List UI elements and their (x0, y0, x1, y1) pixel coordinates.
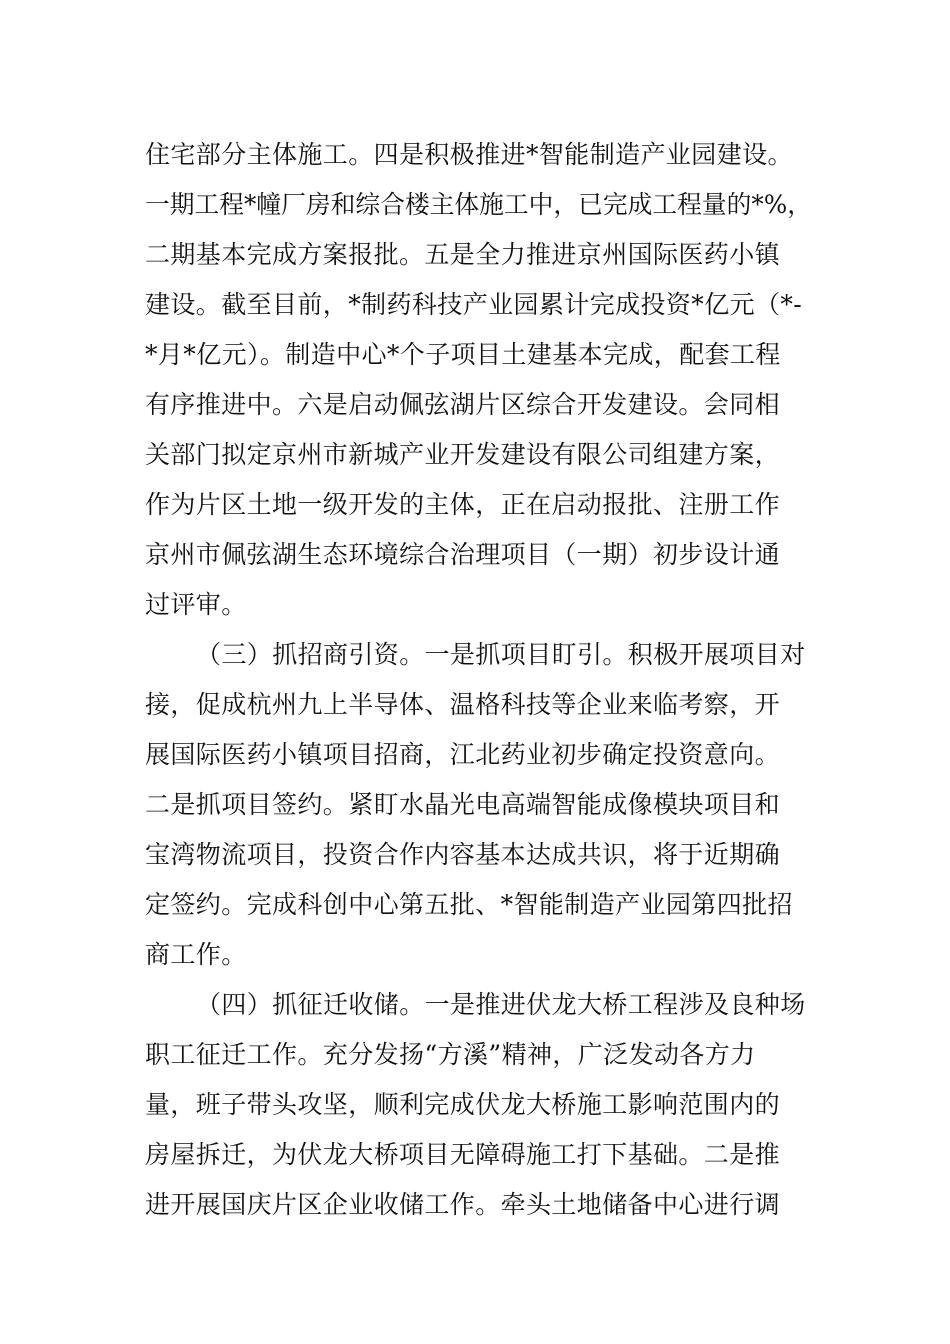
text-line: 职工征迁工作。充分发扬“方溪”精神，广泛发动各方力 (145, 1040, 756, 1069)
text-line: 宝湾物流项目，投资合作内容基本达成共识，将于近期确 (145, 840, 781, 869)
text-line: 进开展国庆片区企业收储工作。牵头土地储备中心进行调 (145, 1190, 781, 1219)
section-heading-line: （三）抓招商引资。一是抓项目盯引。积极开展项目对 (196, 640, 806, 669)
text-line: 定签约。完成科创中心第五批、*智能制造产业园第四批招 (145, 890, 793, 919)
text-line: *月*亿元）。制造中心*个子项目土建基本完成，配套工程 (145, 340, 781, 369)
section-heading-line: （四）抓征迁收储。一是推进伏龙大桥工程涉及良种场 (196, 990, 806, 1019)
text-line: 房屋拆迁，为伏龙大桥项目无障碍施工打下基础。二是推 (145, 1140, 781, 1169)
text-line: 接，促成杭州九上半导体、温格科技等企业来临考察，开 (145, 690, 781, 719)
text-line: 展国际医药小镇项目招商，江北药业初步确定投资意向。 (145, 740, 781, 769)
text-line: 二期基本完成方案报批。五是全力推进京州国际医药小镇 (145, 240, 781, 269)
text-line: 京州市佩弦湖生态环境综合治理项目（一期）初步设计通 (145, 540, 781, 569)
text-line: 住宅部分主体施工。四是积极推进*智能制造产业园建设。 (145, 140, 793, 169)
text-line: 建设。截至目前，*制药科技产业园累计完成投资*亿元（*- (145, 290, 803, 319)
text-line: 一期工程*幢厂房和综合楼主体施工中，已完成工程量的*%， (145, 190, 813, 219)
text-line: 关部门拟定京州市新城产业开发建设有限公司组建方案， (145, 440, 781, 469)
text-line: 二是抓项目签约。紧盯水晶光电高端智能成像模块项目和 (145, 790, 781, 819)
text-line: 量，班子带头攻坚，顺利完成伏龙大桥施工影响范围内的 (145, 1090, 781, 1119)
text-line: 有序推进中。六是启动佩弦湖片区综合开发建设。会同相 (145, 390, 781, 419)
text-line: 作为片区土地一级开发的主体，正在启动报批、注册工作 (145, 490, 781, 519)
text-line: 商工作。 (145, 940, 247, 969)
text-line: 过评审。 (145, 590, 247, 619)
